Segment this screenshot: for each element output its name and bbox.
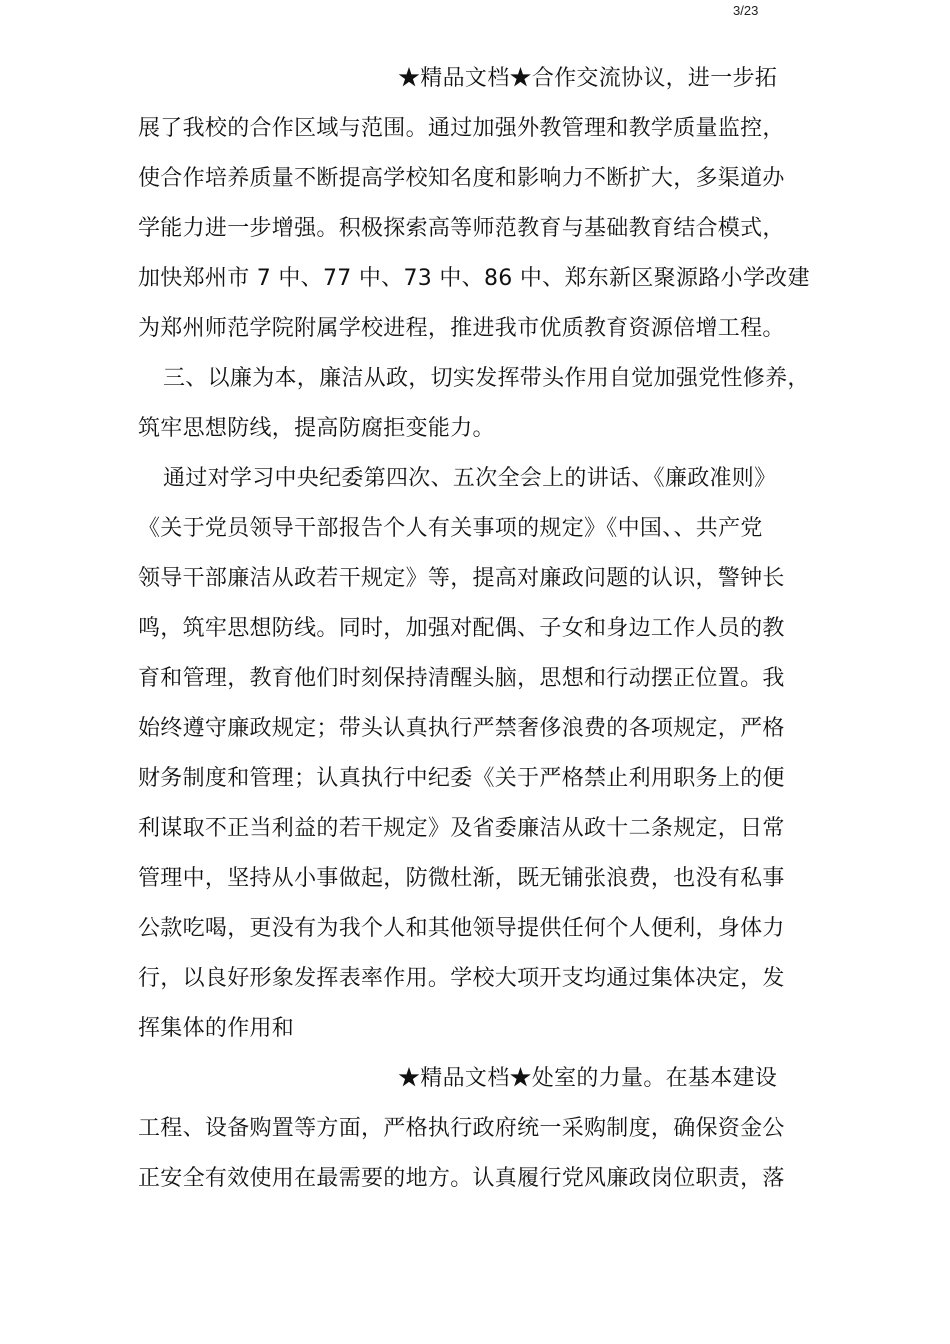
text-line: ★精品文档★处室的力量。在基本建设 [398,1066,778,1091]
text-line: 公款吃喝，更没有为我个人和其他领导提供任何个人便利，身体力 [138,916,785,941]
text-line: 管理中，坚持从小事做起，防微杜渐，既无铺张浪费，也没有私事 [138,866,785,891]
text-line: 挥集体的作用和 [138,1016,295,1041]
text-line: 加快郑州市 7 中、77 中、73 中、86 中、郑东新区聚源路小学改建 [138,266,810,291]
text-line: 展了我校的合作区域与范围。通过加强外教管理和教学质量监控， [138,116,785,141]
text-line: 三、以廉为本，廉洁从政，切实发挥带头作用自觉加强党性修养， [163,366,810,391]
text-line: 正安全有效使用在最需要的地方。认真履行党风廉政岗位职责，落 [138,1166,785,1191]
page-number: 3/23 [733,3,759,18]
text-line: 始终遵守廉政规定；带头认真执行严禁奢侈浪费的各项规定，严格 [138,716,785,741]
doc-label: ★精品文档★ [398,1066,532,1091]
text-line: 为郑州师范学院附属学校进程，推进我市优质教育资源倍增工程。 [138,316,785,341]
text-line: 行，以良好形象发挥表率作用。学校大项开支均通过集体决定，发 [138,966,785,991]
text-line: 利谋取不正当利益的若干规定》及省委廉洁从政十二条规定，日常 [138,816,785,841]
text-line: 领导干部廉洁从政若干规定》等，提高对廉政问题的认识，警钟长 [138,566,785,591]
text-line: 工程、设备购置等方面，严格执行政府统一采购制度，确保资金公 [138,1116,785,1141]
text-line: 《关于党员领导干部报告个人有关事项的规定》《中国、、共产党 [138,516,763,541]
text-line: 财务制度和管理；认真执行中纪委《关于严格禁止利用职务上的便 [138,766,785,791]
text-line: 育和管理，教育他们时刻保持清醒头脑，思想和行动摆正位置。我 [138,666,785,691]
text-line: 鸣，筑牢思想防线。同时，加强对配偶、子女和身边工作人员的教 [138,616,785,641]
text-line: 筑牢思想防线，提高防腐拒变能力。 [138,416,495,441]
text-line: 学能力进一步增强。积极探索高等师范教育与基础教育结合模式， [138,216,785,241]
text-line: 使合作培养质量不断提高学校知名度和影响力不断扩大，多渠道办 [138,166,785,191]
doc-label: ★精品文档★ [398,66,532,91]
text-line: ★精品文档★合作交流协议，进一步拓 [398,66,778,91]
text-line: 通过对学习中央纪委第四次、五次全会上的讲话、《廉政准则》 [163,466,777,491]
